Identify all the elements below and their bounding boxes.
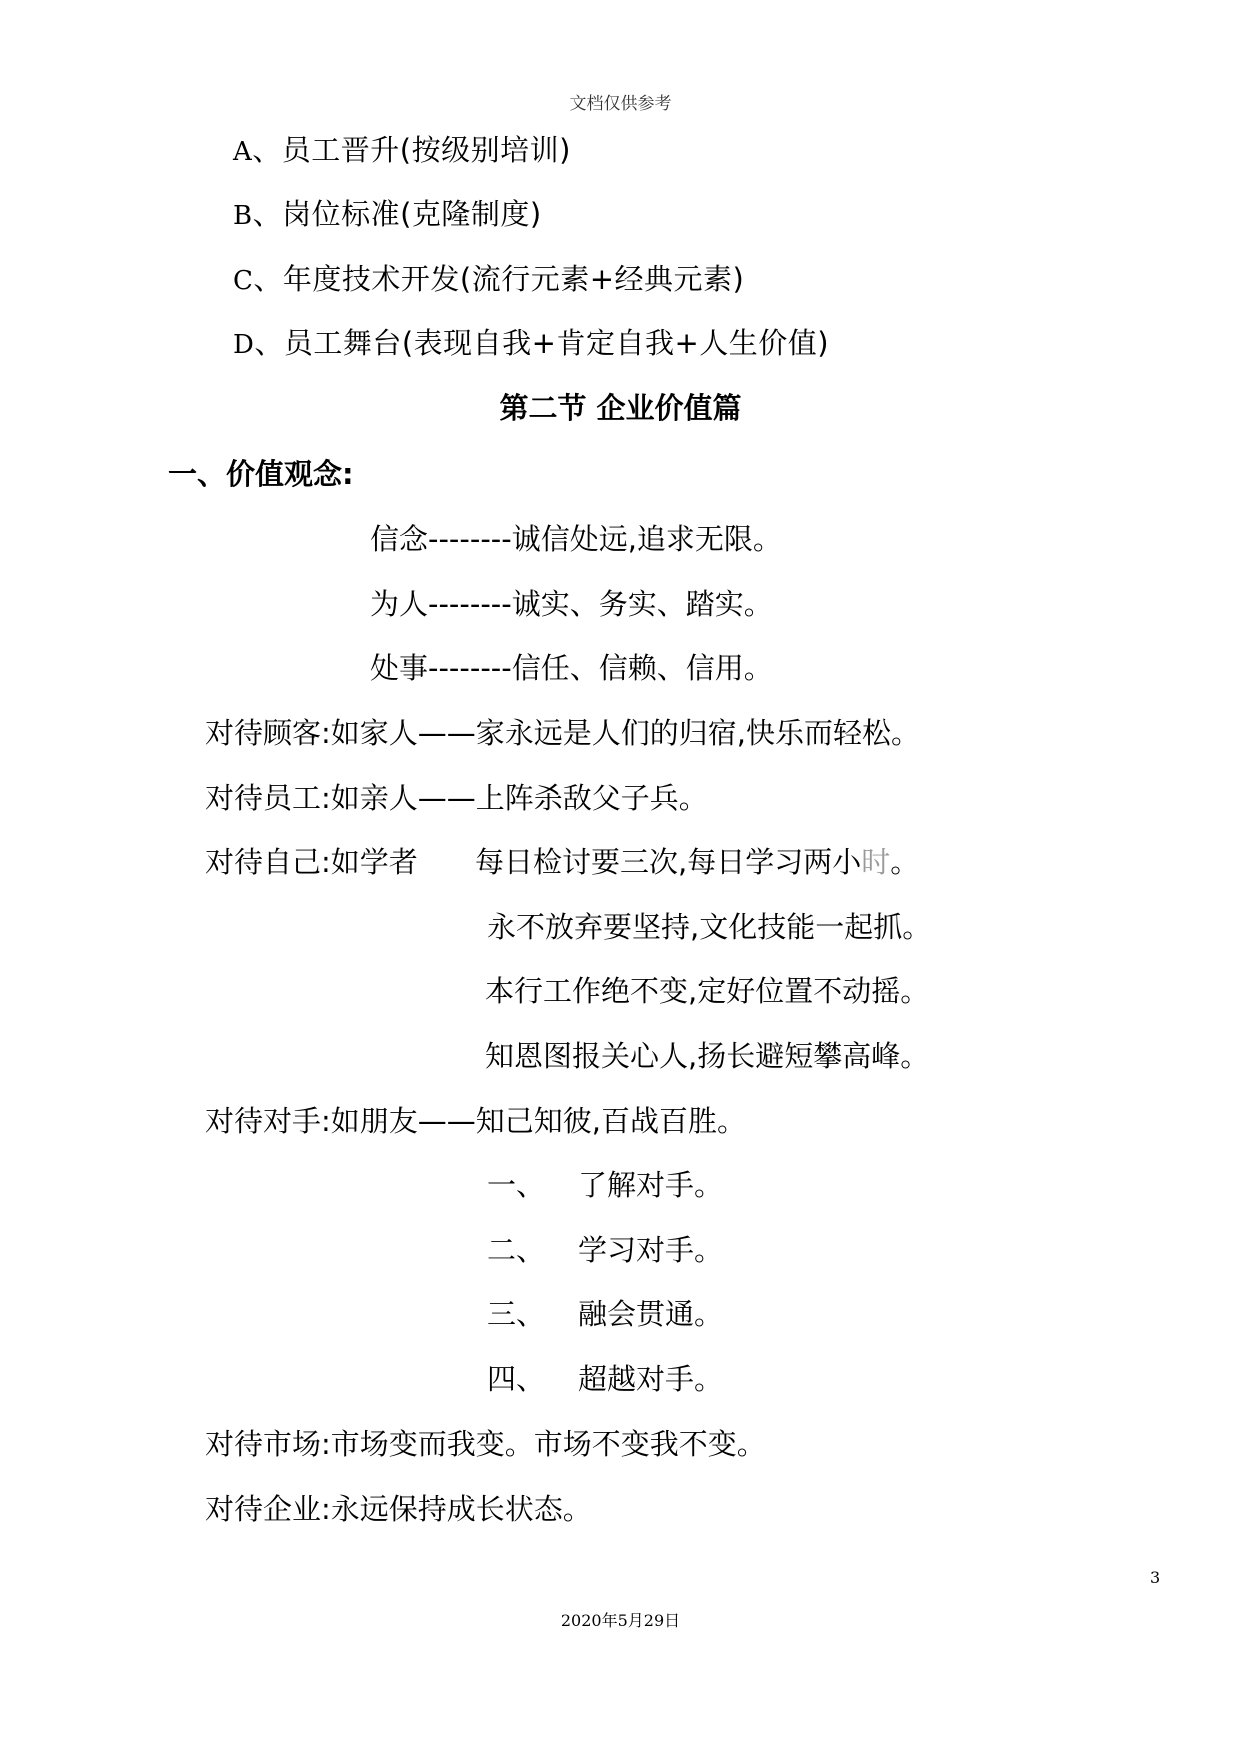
option-text: 、年度技术开发(流行元素+经典元素) <box>253 262 745 296</box>
treat-self-label: 对待自己:如学者 <box>205 845 418 879</box>
treat-rivals: 对待对手:如朋友——知己知彼,百战百胜。 <box>205 1104 746 1138</box>
option-a <box>233 128 571 169</box>
option-text: 、岗位标准(克隆制度) <box>252 197 542 231</box>
treat-self-line: 永不放弃要坚持,文化技能一起抓。 <box>487 910 932 944</box>
option-letter: A <box>233 137 253 167</box>
treat-self-line <box>475 840 919 881</box>
option-text: 、员工舞台(表现自我+肯定自我+人生价值) <box>254 326 830 360</box>
belief-line: 信念--------诚信处远,追求无限。 <box>370 522 782 556</box>
option-text: 、员工晋升(按级别培训) <box>252 133 571 167</box>
treat-staff: 对待员工:如亲人——上阵杀敌父子兵。 <box>205 781 708 815</box>
rival-step-num: 一、 <box>487 1168 546 1202</box>
option-d <box>233 321 829 362</box>
option-letter: D <box>233 330 255 360</box>
treat-enterprise: 对待企业:永远保持成长状态。 <box>205 1492 592 1526</box>
treat-self-end: 。 <box>890 845 920 879</box>
option-letter: B <box>233 201 253 231</box>
section-title: 第二节 企业价值篇 <box>499 391 742 425</box>
treat-self-text: 每日检讨要三次,每日学习两小 <box>475 845 862 879</box>
belief-line: 为人--------诚实、务实、踏实。 <box>370 587 773 621</box>
rival-step-num: 四、 <box>487 1362 546 1396</box>
treat-customers: 对待顾客:如家人——家永远是人们的归宿,快乐而轻松。 <box>205 716 920 750</box>
rival-step-text: 了解对手。 <box>578 1168 724 1202</box>
belief-line: 处事--------信任、信赖、信用。 <box>370 651 773 685</box>
option-b <box>233 192 542 233</box>
rival-step-text: 融会贯通。 <box>578 1297 724 1331</box>
rival-step-num: 二、 <box>487 1233 546 1267</box>
option-letter: C <box>233 266 254 296</box>
page-number: 3 <box>1150 1568 1161 1587</box>
heading-values: 一、价值观念: <box>168 457 354 491</box>
rival-step-text: 超越对手。 <box>578 1362 724 1396</box>
treat-self-line: 知恩图报关心人,扬长避短攀高峰。 <box>485 1039 930 1073</box>
option-c <box>233 257 744 298</box>
footer-date: 2020年5月29日 <box>560 1611 681 1630</box>
rival-step-num: 三、 <box>487 1297 546 1331</box>
page-header: 文档仅供参考 <box>569 94 672 114</box>
treat-market: 对待市场:市场变而我变。市场不变我不变。 <box>205 1427 766 1461</box>
treat-self-line: 本行工作绝不变,定好位置不动摇。 <box>485 974 930 1008</box>
treat-self-faded-char: 时 <box>861 845 891 879</box>
rival-step-text: 学习对手。 <box>578 1233 724 1267</box>
